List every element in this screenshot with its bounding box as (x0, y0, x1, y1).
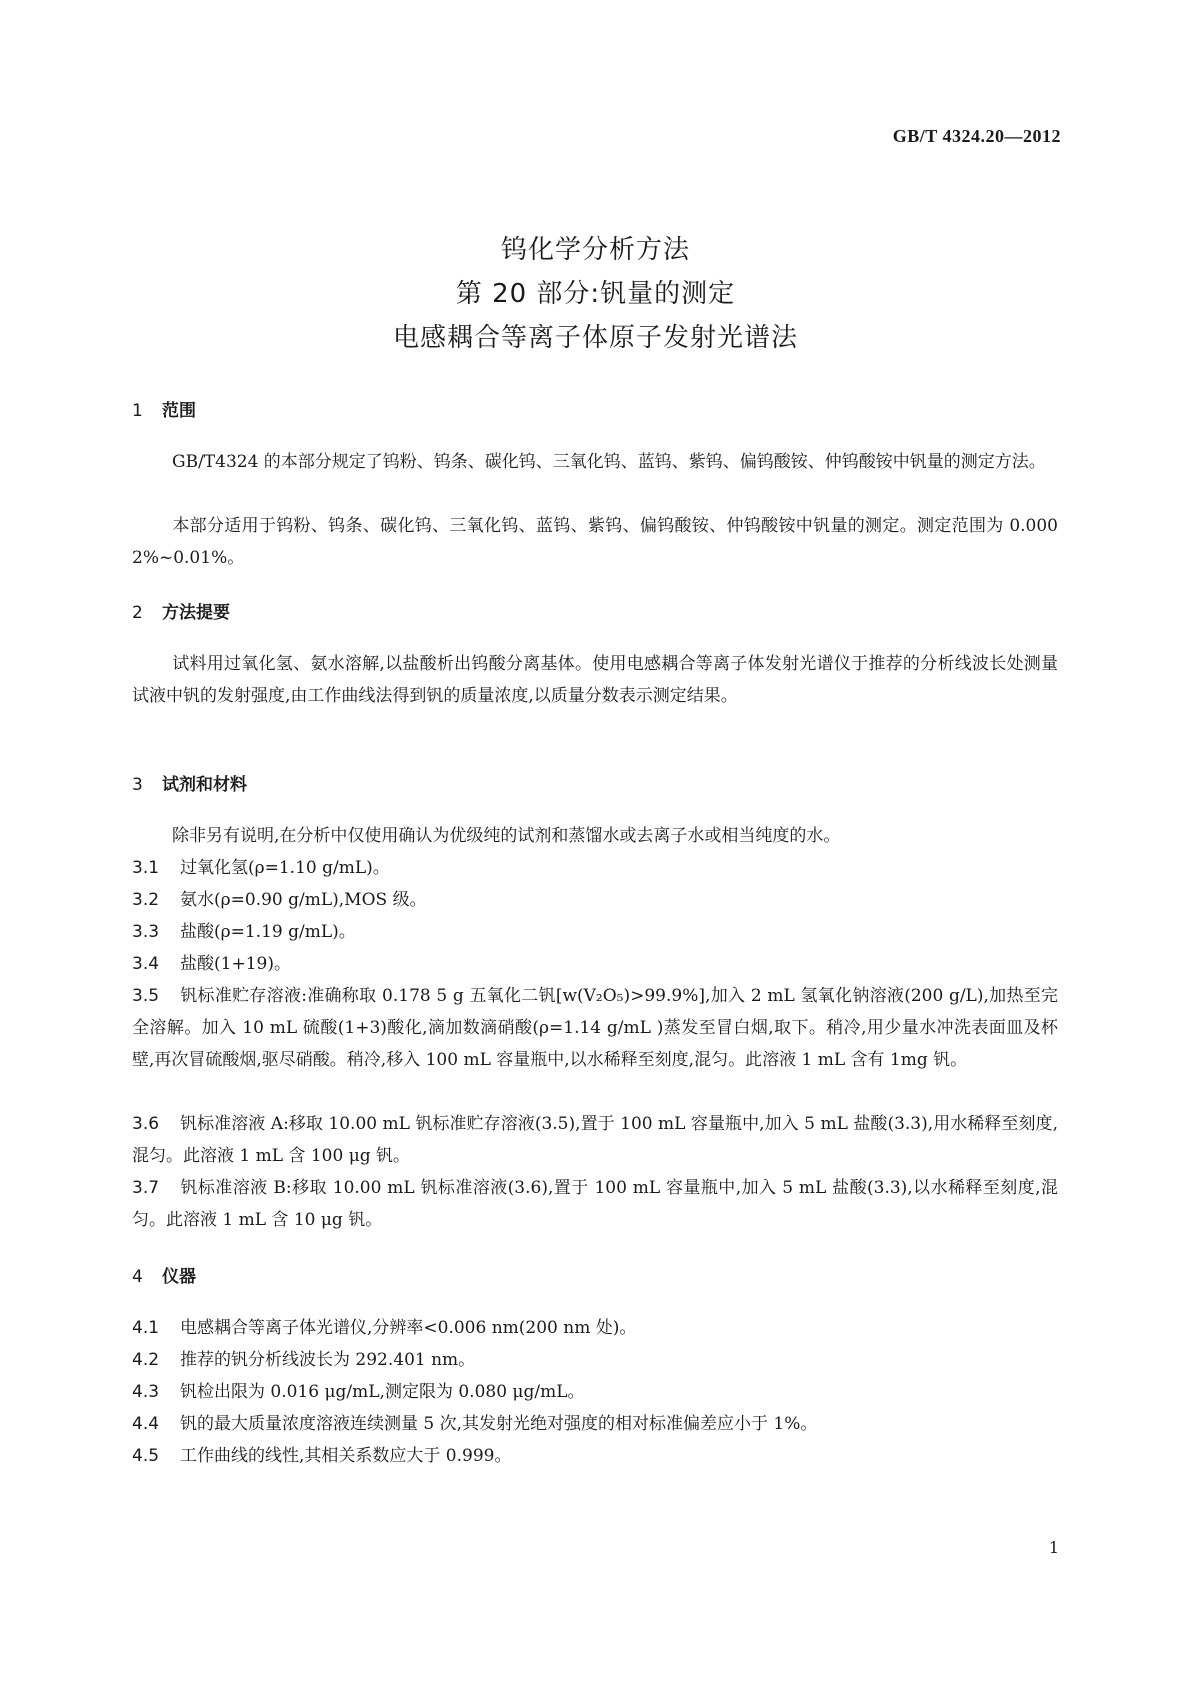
section-number: 2 (132, 603, 143, 623)
clause-number: 4.2 (132, 1350, 160, 1370)
section-1-heading (132, 396, 196, 421)
clause-number: 4.3 (132, 1382, 160, 1402)
clause-4-3 (132, 1376, 1058, 1408)
clause-3-1 (132, 852, 1058, 884)
clause-text: 钒标准溶液 B:移取 10.00 mL 钒标准溶液(3.6),置于 100 mL 容量瓶中,加入 5 mL 盐酸(3.3),以水稀释至刻度,混匀。此溶液 1 mL 含 10 μg 钒。 (132, 1178, 1058, 1230)
section-3-heading (132, 770, 247, 795)
section-title: 方法提要 (162, 603, 230, 623)
clause-3-5 (132, 980, 1058, 1076)
clause-number: 3.3 (132, 922, 160, 942)
clause-number: 4.5 (132, 1446, 160, 1466)
clause-number: 3.1 (132, 858, 160, 878)
section-4-heading (132, 1262, 196, 1287)
clause-text: 推荐的钒分析线波长为 292.401 nm。 (180, 1350, 476, 1370)
paragraph-text: 本部分适用于钨粉、钨条、碳化钨、三氧化钨、蓝钨、紫钨、偏钨酸铵、仲钨酸铵中钒量的测定。测定范围为 0.000 2%~0.01%。 (132, 516, 1058, 568)
clause-text: 钒标准贮存溶液:准确称取 0.178 5 g 五氧化二钒[w(V₂O₅)>99.9%],加入 2 mL 氢氧化钠溶液(200 g/L),加热至完全溶解。加入 10 mL 硫酸(1+3)酸化,滴加数滴硝酸(ρ=1.14 g/mL )蒸发至冒白烟,取下。稍冷,用少量水冲洗表面皿及杯壁,再次冒硫酸烟,驱尽硝酸。稍冷,移入 100 mL 容量瓶中,以水稀释至刻度,混匀。此溶液 1 mL 含有 1mg 钒。 (132, 986, 1058, 1070)
clause-3-6 (132, 1108, 1058, 1172)
section-number: 1 (132, 401, 143, 421)
section-title: 范围 (162, 401, 196, 421)
section-title: 仪器 (162, 1267, 196, 1287)
clause-3-3 (132, 916, 1058, 948)
clause-text: 氨水(ρ=0.90 g/mL),MOS 级。 (180, 890, 427, 910)
clause-4-5 (132, 1440, 1058, 1472)
clause-text: 盐酸(1+19)。 (180, 954, 291, 974)
clause-text: 电感耦合等离子体光谱仪,分辨率<0.006 nm(200 nm 处)。 (180, 1318, 637, 1338)
title-line-1: 钨化学分析方法 (500, 235, 690, 265)
clause-number: 4.4 (132, 1414, 160, 1434)
clause-text: 工作曲线的线性,其相关系数应大于 0.999。 (180, 1446, 512, 1466)
section-1-paragraph-2 (132, 510, 1058, 574)
clause-3-7 (132, 1172, 1058, 1236)
section-1-paragraph-1 (132, 446, 1058, 478)
clause-text: 过氧化氢(ρ=1.10 g/mL)。 (180, 858, 390, 878)
clause-number: 4.1 (132, 1318, 160, 1338)
paragraph-text: GB/T4324 的本部分规定了钨粉、钨条、碳化钨、三氧化钨、蓝钨、紫钨、偏钨酸铵、仲钨酸铵中钒量的测定方法。 (172, 452, 1046, 472)
section-2-heading (132, 598, 230, 623)
page-number: 1 (1048, 1538, 1059, 1557)
section-3-intro (132, 820, 1058, 852)
standard-code: GB/T 4324.20—2012 (892, 126, 1061, 146)
document-title (0, 228, 1191, 360)
clause-text: 钒的最大质量浓度溶液连续测量 5 次,其发射光绝对强度的相对标准偏差应小于 1%。 (180, 1414, 818, 1434)
section-number: 3 (132, 775, 143, 795)
title-line-2: 第 20 部分:钒量的测定 (455, 279, 736, 309)
clause-4-2 (132, 1344, 1058, 1376)
section-2-paragraph-1 (132, 648, 1058, 712)
clause-text: 盐酸(ρ=1.19 g/mL)。 (180, 922, 356, 942)
clause-4-4 (132, 1408, 1058, 1440)
clause-number: 3.7 (132, 1178, 160, 1198)
clause-text: 钒检出限为 0.016 μg/mL,测定限为 0.080 μg/mL。 (180, 1382, 585, 1402)
section-title: 试剂和材料 (162, 775, 247, 795)
paragraph-text: 除非另有说明,在分析中仅使用确认为优级纯的试剂和蒸馏水或去离子水或相当纯度的水。 (172, 826, 841, 846)
clause-3-4 (132, 948, 1058, 980)
clause-number: 3.6 (132, 1114, 160, 1134)
clause-number: 3.2 (132, 890, 160, 910)
clause-text: 钒标准溶液 A:移取 10.00 mL 钒标准贮存溶液(3.5),置于 100 mL 容量瓶中,加入 5 mL 盐酸(3.3),用水稀释至刻度,混匀。此溶液 1 mL 含 100 μg 钒。 (132, 1114, 1058, 1166)
clause-number: 3.4 (132, 954, 160, 974)
title-line-3: 电感耦合等离子体原子发射光谱法 (392, 323, 798, 353)
section-number: 4 (132, 1267, 143, 1287)
paragraph-text: 试料用过氧化氢、氨水溶解,以盐酸析出钨酸分离基体。使用电感耦合等离子体发射光谱仪于推荐的分析线波长处测量试液中钒的发射强度,由工作曲线法得到钒的质量浓度,以质量分数表示测定结果。 (132, 654, 1058, 706)
clause-4-1 (132, 1312, 1058, 1344)
clause-number: 3.5 (132, 986, 160, 1006)
clause-3-2 (132, 884, 1058, 916)
